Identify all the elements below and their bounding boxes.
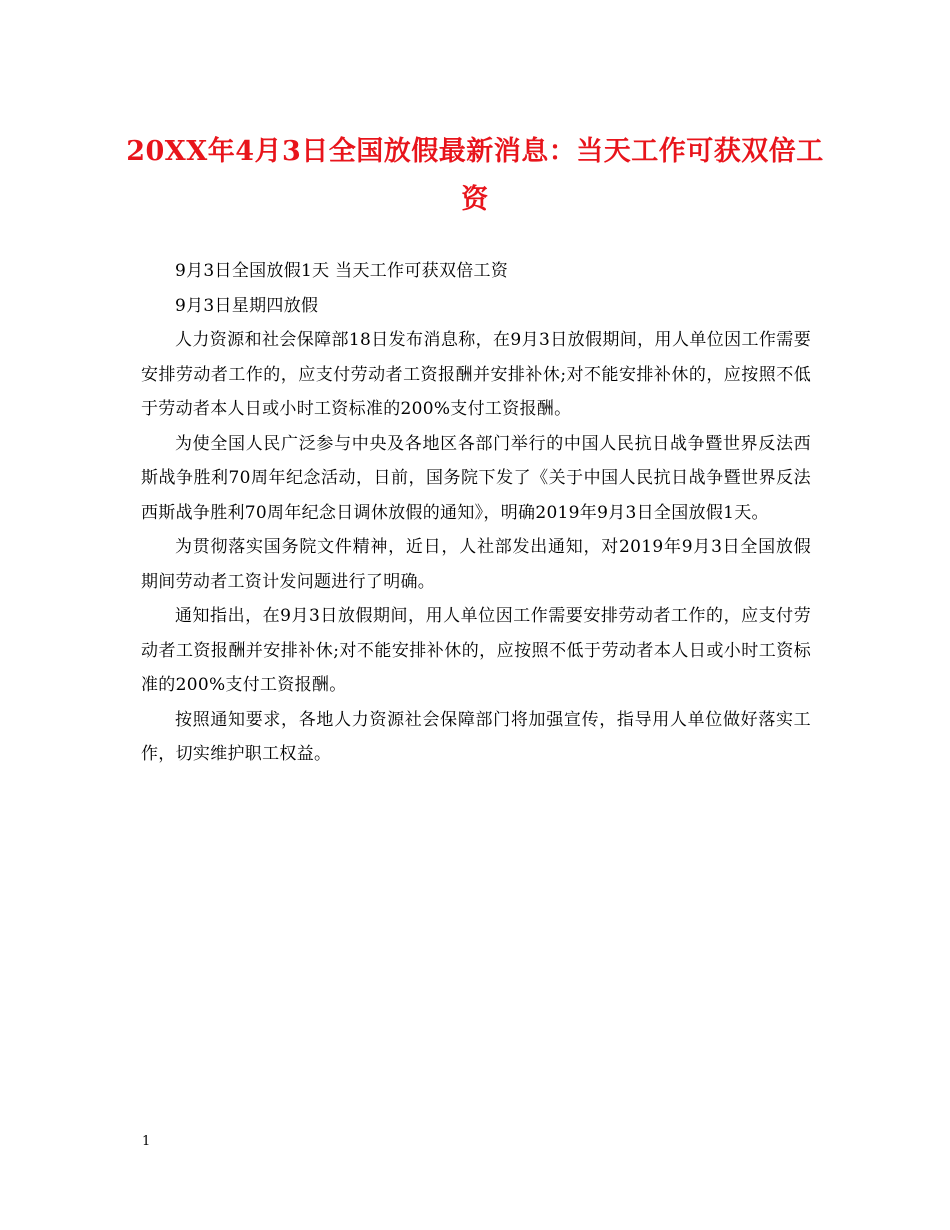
- document-body: [141, 254, 811, 772]
- page-number: 1: [142, 1134, 151, 1149]
- paragraph-state-council-notice: 为使全国人民广泛参与中央及各地区各部门举行的中国人民抗日战争暨世界反法西斯战争胜利70周年纪念活动，日前，国务院下发了《关于中国人民抗日战争暨世界反法西斯战争胜利70周年纪念日调休放假的通知》，明确2019年9月3日全国放假1天。: [141, 433, 811, 523]
- paragraph-implementation: 为贯彻落实国务院文件精神，近日，人社部发出通知，对2019年9月3日全国放假期间劳动者工资计发问题进行了明确。: [141, 537, 811, 592]
- paragraph-ministry-announcement: 人力资源和社会保障部18日发布消息称，在9月3日放假期间，用人单位因工作需要安排劳动者工作的，应支付劳动者工资报酬并安排补休;对不能安排补休的，应按照不低于劳动者本人日或小时工资标准的200%支付工资报酬。: [141, 330, 811, 419]
- paragraph-headline: 9月3日全国放假1天 当天工作可获双倍工资: [175, 261, 509, 281]
- paragraph-holiday-day: 9月3日星期四放假: [175, 295, 319, 316]
- paragraph-notice-details: 通知指出，在9月3日放假期间，用人单位因工作需要安排劳动者工作的，应支付劳动者工资报酬并安排补休;对不能安排补休的，应按照不低于劳动者本人日或小时工资标准的200%支付工资报酬。: [141, 606, 811, 695]
- document-title: 20XX年4月3日全国放假最新消息：当天工作可获双倍工资: [126, 136, 824, 215]
- paragraph-requirements: 按照通知要求，各地人力资源社会保障部门将加强宣传，指导用人单位做好落实工作，切实维护职工权益。: [141, 709, 811, 764]
